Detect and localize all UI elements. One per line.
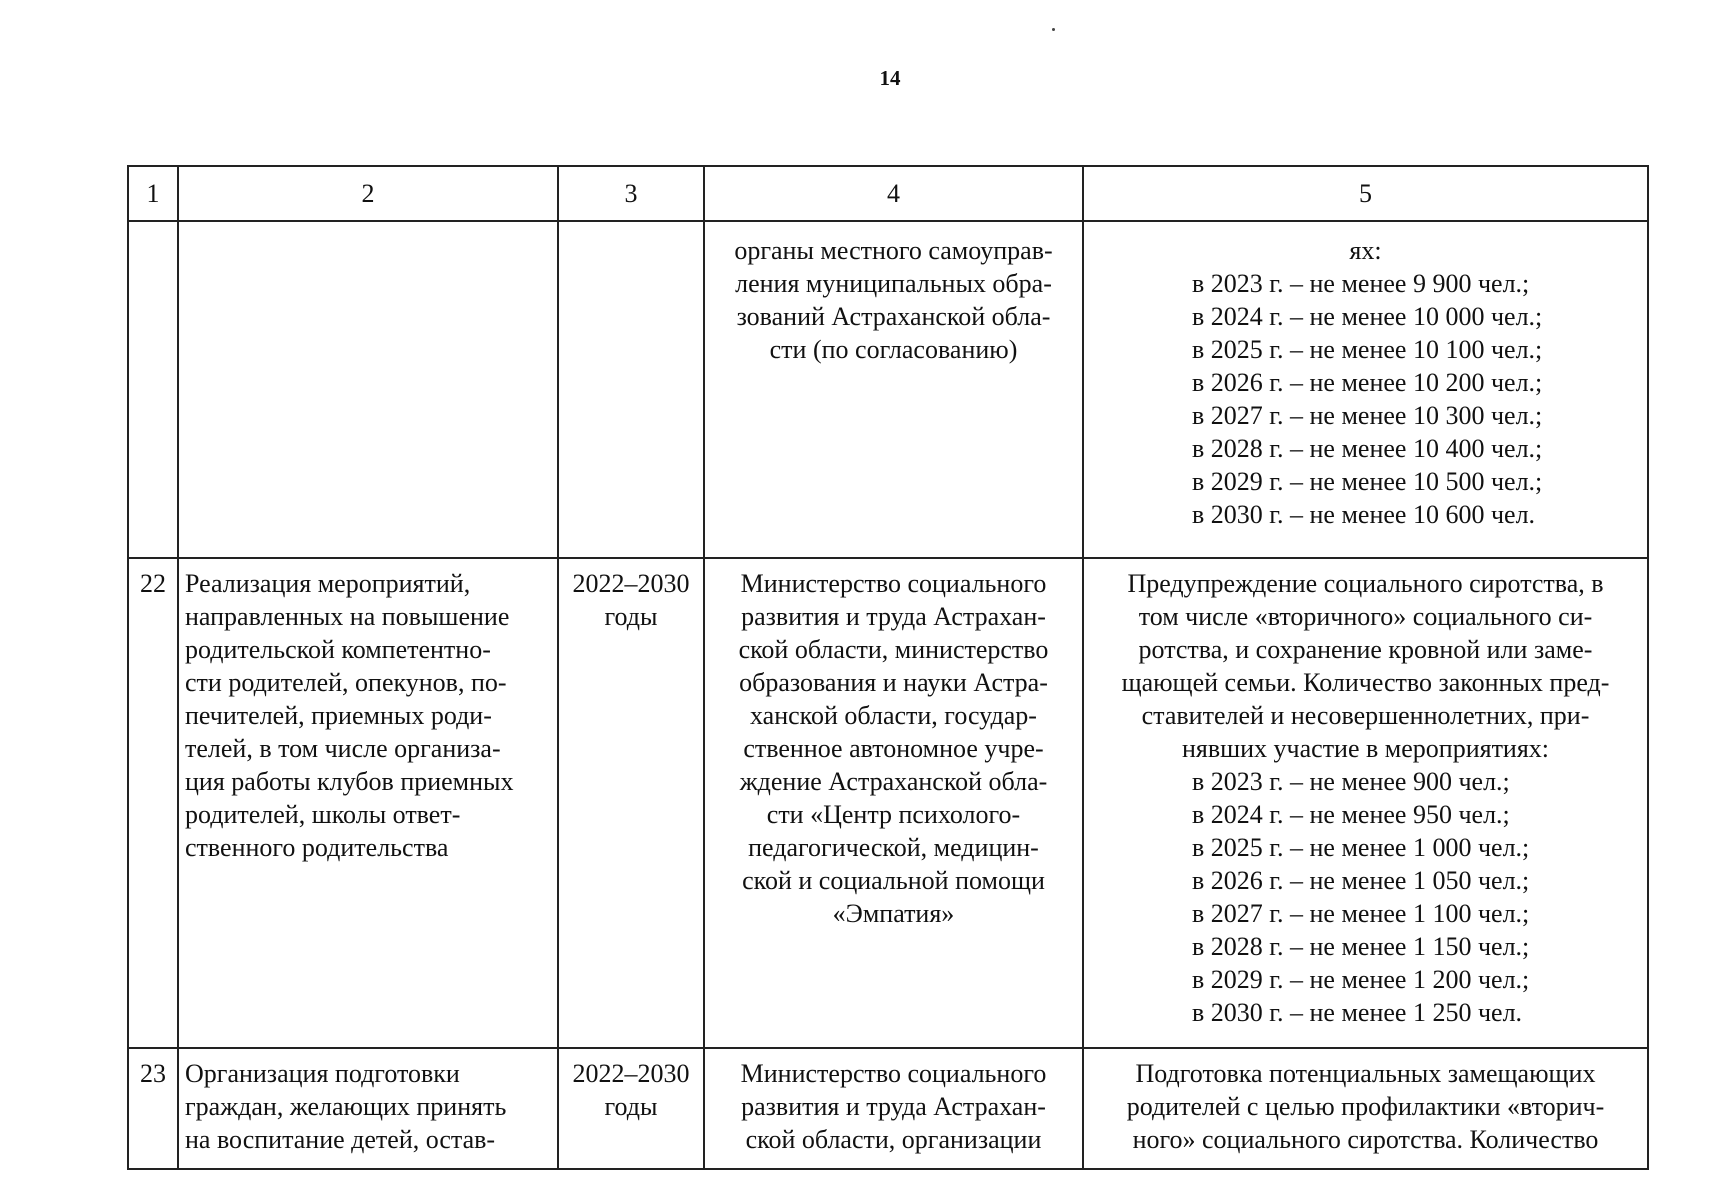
result-year-line: в 2030 г. – не менее 1 250 чел. [1192, 998, 1523, 1027]
table-row [128, 558, 1648, 1048]
executor-line: ской области, организации [745, 1125, 1042, 1154]
executor-line: «Эмпатия» [832, 899, 955, 928]
activity-name-line: телей, в том числе организа- [185, 734, 501, 763]
program-table [127, 165, 1649, 1170]
activity-name-line: родительской компетентно- [185, 635, 491, 664]
activity-name-line: сти родителей, опекунов, по- [185, 668, 507, 697]
executor-line: педагогической, медицин- [748, 833, 1039, 862]
result-intro-line: нявших участие в мероприятиях: [1181, 734, 1550, 763]
executor-line: развития и труда Астрахан- [741, 1092, 1046, 1121]
executor-line: ской области, министерство [738, 635, 1049, 664]
cell-number: 22 [128, 558, 178, 1048]
period-line: годы [604, 602, 658, 631]
activity-name-line: граждан, желающих принять [185, 1092, 507, 1121]
activity-name-line: печителей, приемных роди- [185, 701, 492, 730]
executor-line: развития и труда Астрахан- [741, 602, 1046, 631]
cell-activity-name [178, 221, 558, 558]
result-intro [1092, 234, 1639, 267]
cell-executors [704, 1048, 1083, 1169]
result-intro-line: родителей с целью профилактики «вторич- [1126, 1092, 1605, 1121]
activity-name-line: ция работы клубов приемных [185, 767, 514, 796]
result-year-line: в 2027 г. – не менее 10 300 чел.; [1192, 401, 1543, 430]
cell-period [558, 1048, 704, 1169]
cell-expected-result [1083, 221, 1648, 558]
result-intro [1092, 567, 1639, 765]
header-col-5: 5 [1083, 166, 1648, 221]
executor-line: Министерство социального [740, 569, 1047, 598]
executor-line: Министерство социального [740, 1059, 1047, 1088]
cell-executors [704, 558, 1083, 1048]
executor-line: ской и социальной помощи [742, 866, 1045, 895]
cell-period [558, 558, 704, 1048]
executor-line: ственное автономное учре- [743, 734, 1044, 763]
cell-activity-name [178, 558, 558, 1048]
page-number: 14 [879, 66, 901, 90]
result-years [1092, 267, 1639, 531]
table-row [128, 221, 1648, 558]
header-row [128, 166, 1648, 221]
table-row [128, 1048, 1648, 1169]
result-intro-line: ях: [1349, 236, 1382, 265]
result-year-line: в 2026 г. – не менее 10 200 чел.; [1192, 368, 1543, 397]
activity-name-line: родителей, школы ответ- [185, 800, 461, 829]
result-year-line: в 2028 г. – не менее 1 150 чел.; [1192, 932, 1530, 961]
executor-line: ждение Астраханской обла- [739, 767, 1048, 796]
result-year-line: в 2023 г. – не менее 900 чел.; [1192, 767, 1510, 796]
activity-name-line: Организация подготовки [185, 1059, 460, 1088]
result-year-line: в 2023 г. – не менее 9 900 чел.; [1192, 269, 1530, 298]
result-year-line: в 2027 г. – не менее 1 100 чел.; [1192, 899, 1530, 928]
cell-expected-result [1083, 558, 1648, 1048]
activity-name-line: направленных на повышение [185, 602, 510, 631]
executor-line: сти «Центр психолого- [766, 800, 1021, 829]
result-intro-line: щающей семьи. Количество законных пред- [1121, 668, 1610, 697]
cell-executors [704, 221, 1083, 558]
result-year-line: в 2030 г. – не менее 10 600 чел. [1192, 500, 1536, 529]
executor-line: сти (по согласованию) [769, 335, 1018, 364]
result-year-line: в 2024 г. – не менее 10 000 чел.; [1192, 302, 1543, 331]
result-intro-line: том числе «вторичного» социального си- [1138, 602, 1593, 631]
result-year-line: в 2026 г. – не менее 1 050 чел.; [1192, 866, 1530, 895]
result-years [1092, 765, 1639, 1029]
result-year-line: в 2025 г. – не менее 10 100 чел.; [1192, 335, 1543, 364]
executor-line: ханской области, государ- [750, 701, 1037, 730]
result-intro-line: ставителей и несовершеннолетних, при- [1141, 701, 1590, 730]
executor-line: ления муниципальных обра- [735, 269, 1052, 298]
result-intro [1092, 1057, 1639, 1156]
executor-line: зований Астраханской обла- [736, 302, 1051, 331]
result-year-line: в 2029 г. – не менее 10 500 чел.; [1192, 467, 1543, 496]
result-year-line: в 2028 г. – не менее 10 400 чел.; [1192, 434, 1543, 463]
cell-number: 23 [128, 1048, 178, 1169]
period-line: 2022–2030 [572, 569, 690, 598]
cell-period [558, 221, 704, 558]
result-intro-line: Подготовка потенциальных замещающих [1135, 1059, 1596, 1088]
result-year-line: в 2029 г. – не менее 1 200 чел.; [1192, 965, 1530, 994]
cell-activity-name [178, 1048, 558, 1169]
activity-name-line: Реализация мероприятий, [185, 569, 471, 598]
result-intro-line: Предупреждение социального сиротства, в [1127, 569, 1604, 598]
cell-number [128, 221, 178, 558]
result-year-line: в 2025 г. – не менее 1 000 чел.; [1192, 833, 1530, 862]
period-line: 2022–2030 [572, 1059, 690, 1088]
result-intro-line: ного» социального сиротства. Количество [1132, 1125, 1599, 1154]
header-col-1: 1 [128, 166, 178, 221]
result-intro-line: ротства, и сохранение кровной или заме- [1138, 635, 1593, 664]
activity-name-line: на воспитание детей, остав- [185, 1125, 496, 1154]
header-col-4: 4 [704, 166, 1083, 221]
cell-expected-result [1083, 1048, 1648, 1169]
result-year-line: в 2024 г. – не менее 950 чел.; [1192, 800, 1510, 829]
scan-dot [1052, 28, 1055, 31]
period-line: годы [604, 1092, 658, 1121]
executor-line: органы местного самоуправ- [734, 236, 1053, 265]
executor-line: образования и науки Астра- [739, 668, 1048, 697]
header-col-2: 2 [178, 166, 558, 221]
header-col-3: 3 [558, 166, 704, 221]
activity-name-line: ственного родительства [185, 833, 449, 862]
